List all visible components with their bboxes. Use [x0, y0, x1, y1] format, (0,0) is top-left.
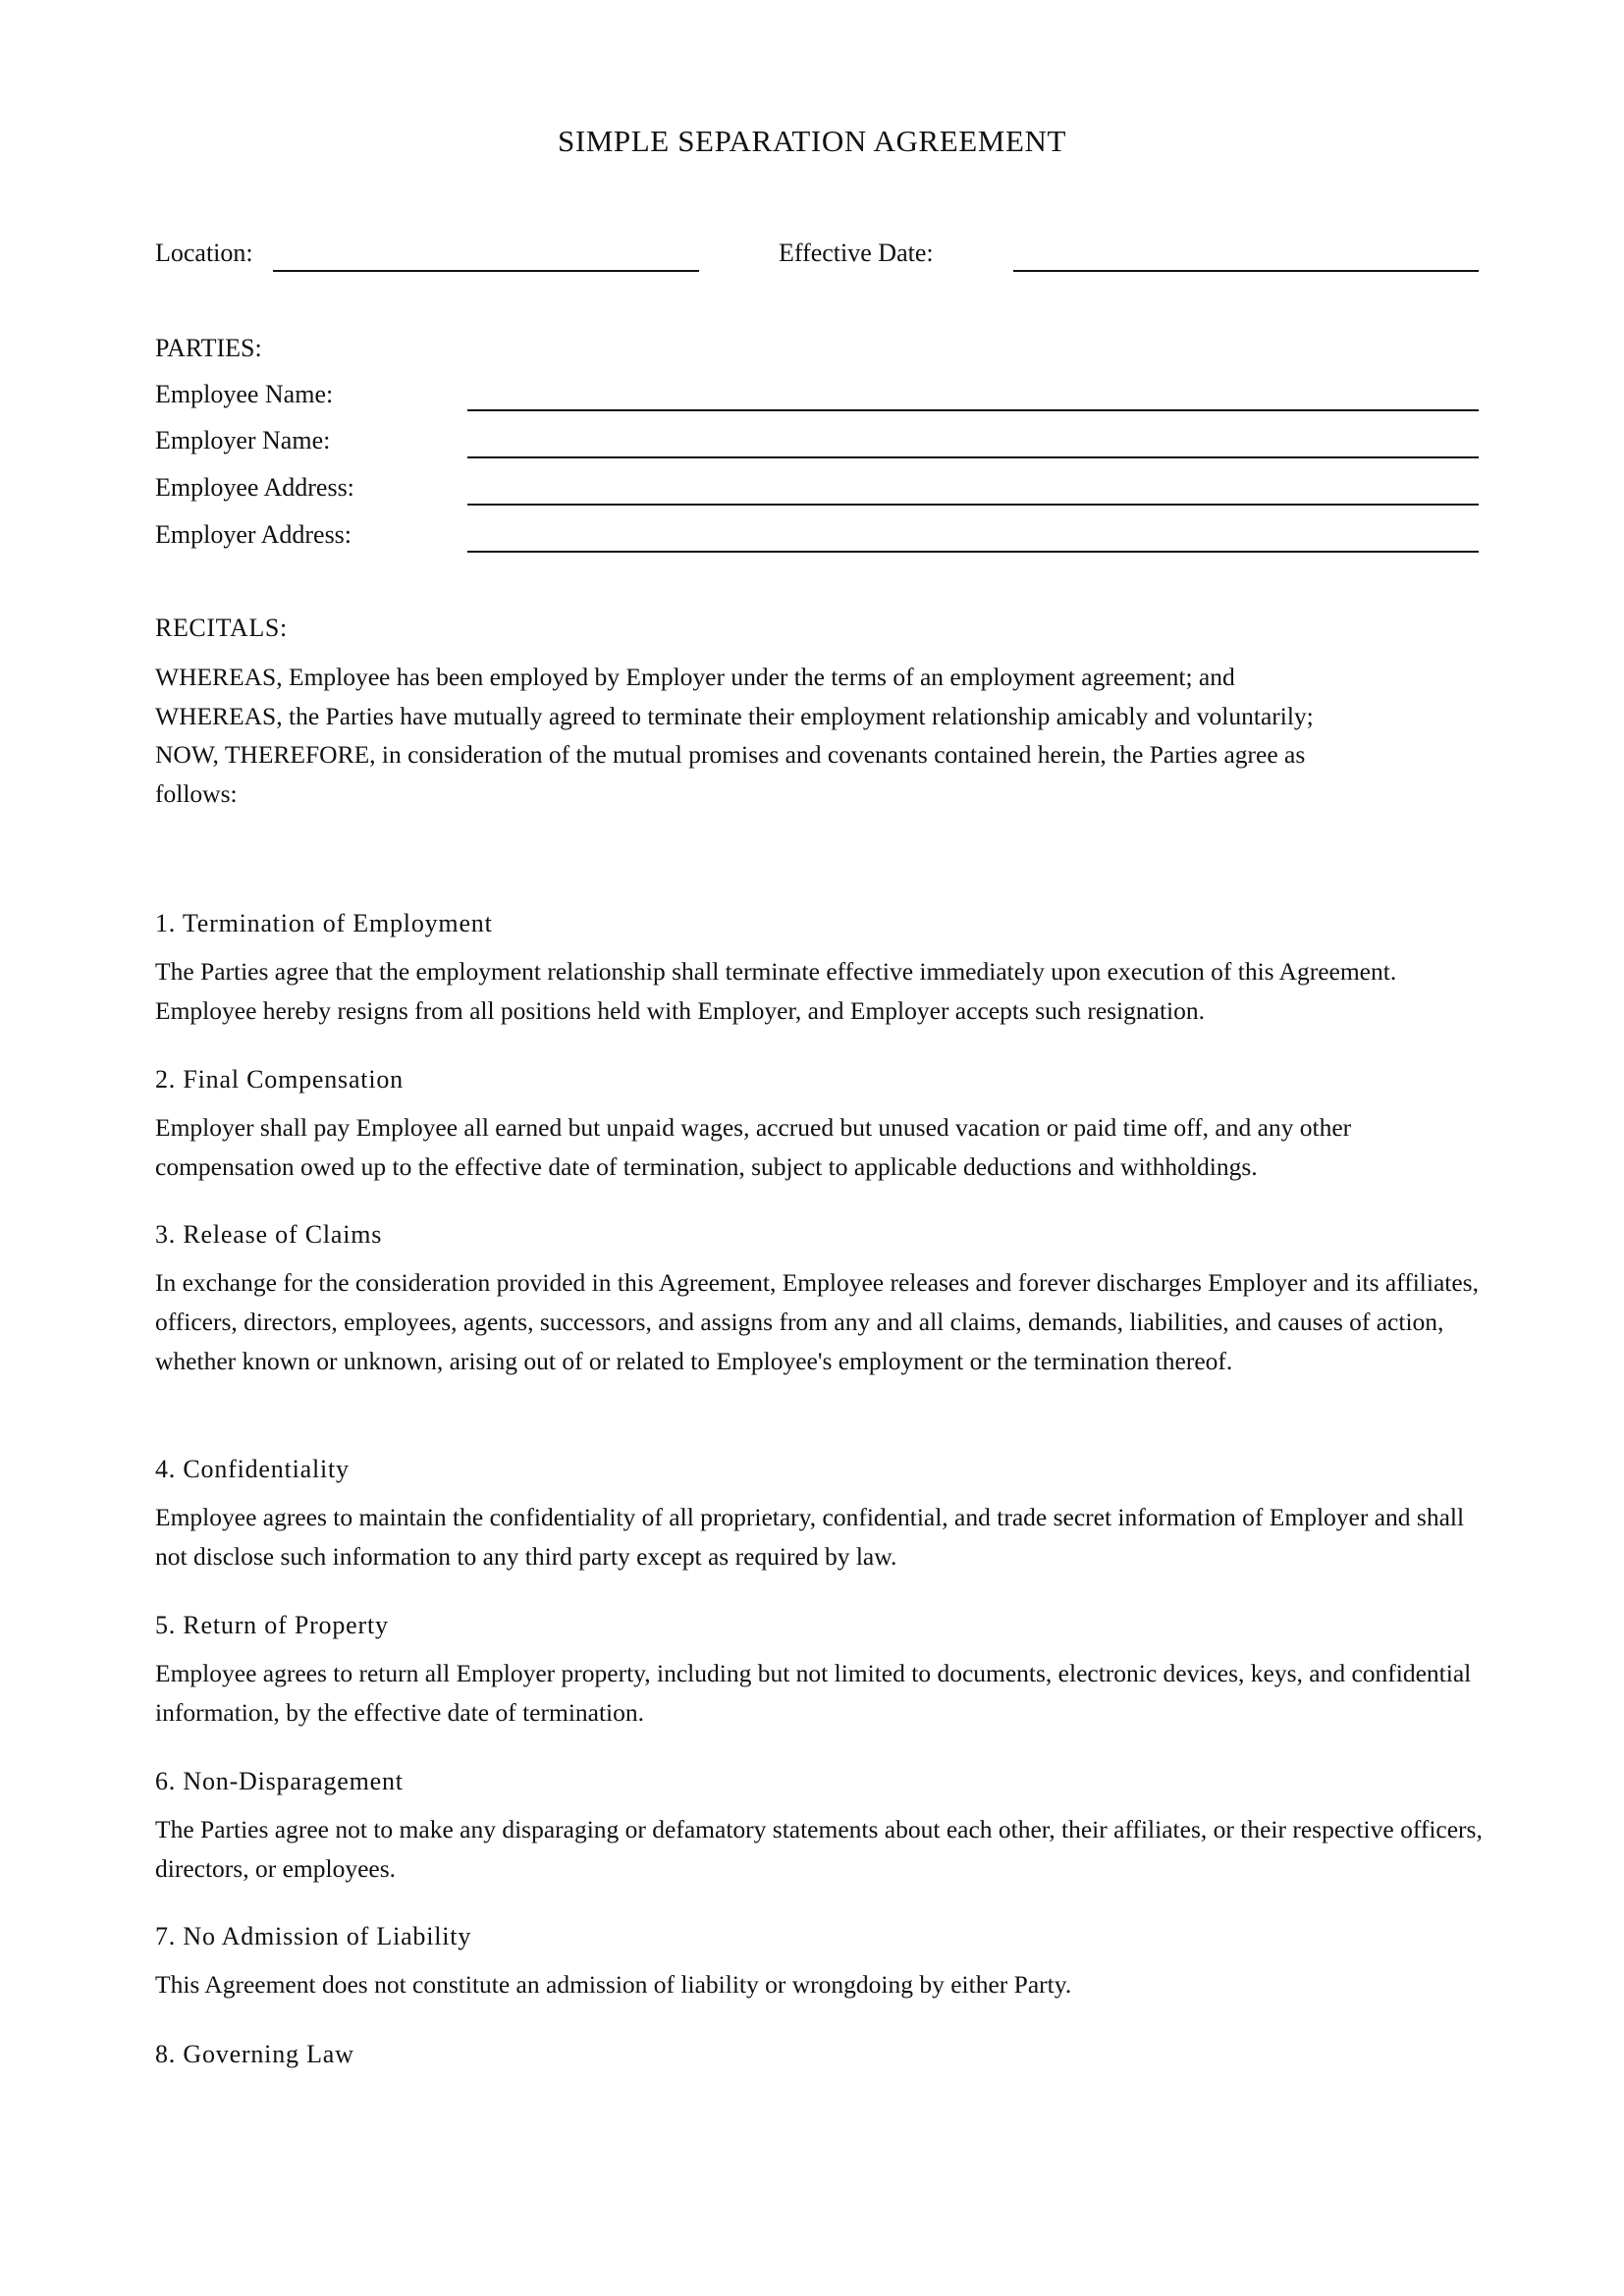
recitals-text — [155, 658, 1490, 813]
section-body: This Agreement does not constitute an admission of liability or wrongdoing by either Party. — [155, 1970, 1072, 1999]
section-body: Employee agrees to maintain the confidentiality of all proprietary, confidential, and trade secret information of Employer and shall not disclose such information to any third party except as required by law. — [155, 1503, 1465, 1571]
section-body: The Parties agree that the employment relationship shall terminate effective immediately upon execution of this Agreement. Employee hereby resigns from all positions held with Employer, and Employer accepts such resignation. — [155, 957, 1397, 1025]
section-body: Employee agrees to return all Employer property, including but not limited to documents, electronic devices, keys, and confidential information, by the effective date of termination. — [155, 1659, 1472, 1727]
effective-date-label: Effective Date: — [779, 239, 934, 267]
recital-line: NOW, THEREFORE, in consideration of the mutual promises and covenants contained herein, the Parties agree as — [155, 740, 1306, 769]
document-title: SIMPLE SEPARATION AGREEMENT — [558, 124, 1066, 158]
section-body: The Parties agree not to make any disparaging or defamatory statements about each other, their affiliates, or their respective officers, directors, or employees. — [155, 1815, 1483, 1883]
recital-line: WHEREAS, Employee has been employed by Employer under the terms of an employment agreement; and — [155, 663, 1235, 691]
section-heading: 8. Governing Law — [155, 2040, 354, 2068]
employer-address-field[interactable] — [467, 551, 1479, 553]
section-heading: 7. No Admission of Liability — [155, 1922, 472, 1950]
employer-address-label: Employer Address: — [155, 520, 352, 549]
section-heading: 3. Release of Claims — [155, 1220, 383, 1249]
location-field[interactable] — [273, 270, 699, 272]
section-body: In exchange for the consideration provided in this Agreement, Employee releases and forever discharges Employer and its affiliates, officers, directors, employees, agents, successors, and assigns from any and all claims, demands, liabilities, and causes of action, whether known or unknown, arising out of or related to Employee's employment or the termination thereof. — [155, 1268, 1479, 1375]
recital-line: WHEREAS, the Parties have mutually agreed to terminate their employment relationship amicably and voluntarily; — [155, 701, 1314, 730]
section-heading: 5. Return of Property — [155, 1611, 389, 1639]
section-heading: 2. Final Compensation — [155, 1065, 404, 1094]
employee-name-field[interactable] — [467, 409, 1479, 411]
location-label: Location: — [155, 239, 253, 267]
employer-name-label: Employer Name: — [155, 426, 331, 454]
section-body: Employer shall pay Employee all earned but unpaid wages, accrued but unused vacation or paid time off, and any other compensation owed up to the effective date of termination, subject to applicable deductions and withholdings. — [155, 1113, 1352, 1181]
section-heading: 4. Confidentiality — [155, 1455, 350, 1483]
employee-address-field[interactable] — [467, 504, 1479, 506]
employer-name-field[interactable] — [467, 456, 1479, 458]
parties-heading: PARTIES: — [155, 334, 262, 362]
section-heading: 6. Non-Disparagement — [155, 1767, 404, 1795]
section-heading: 1. Termination of Employment — [155, 909, 493, 937]
employee-name-label: Employee Name: — [155, 380, 334, 408]
employee-address-label: Employee Address: — [155, 473, 354, 502]
recitals-heading: RECITALS: — [155, 614, 288, 642]
recital-line: follows: — [155, 778, 238, 808]
effective-date-field[interactable] — [1013, 270, 1479, 272]
